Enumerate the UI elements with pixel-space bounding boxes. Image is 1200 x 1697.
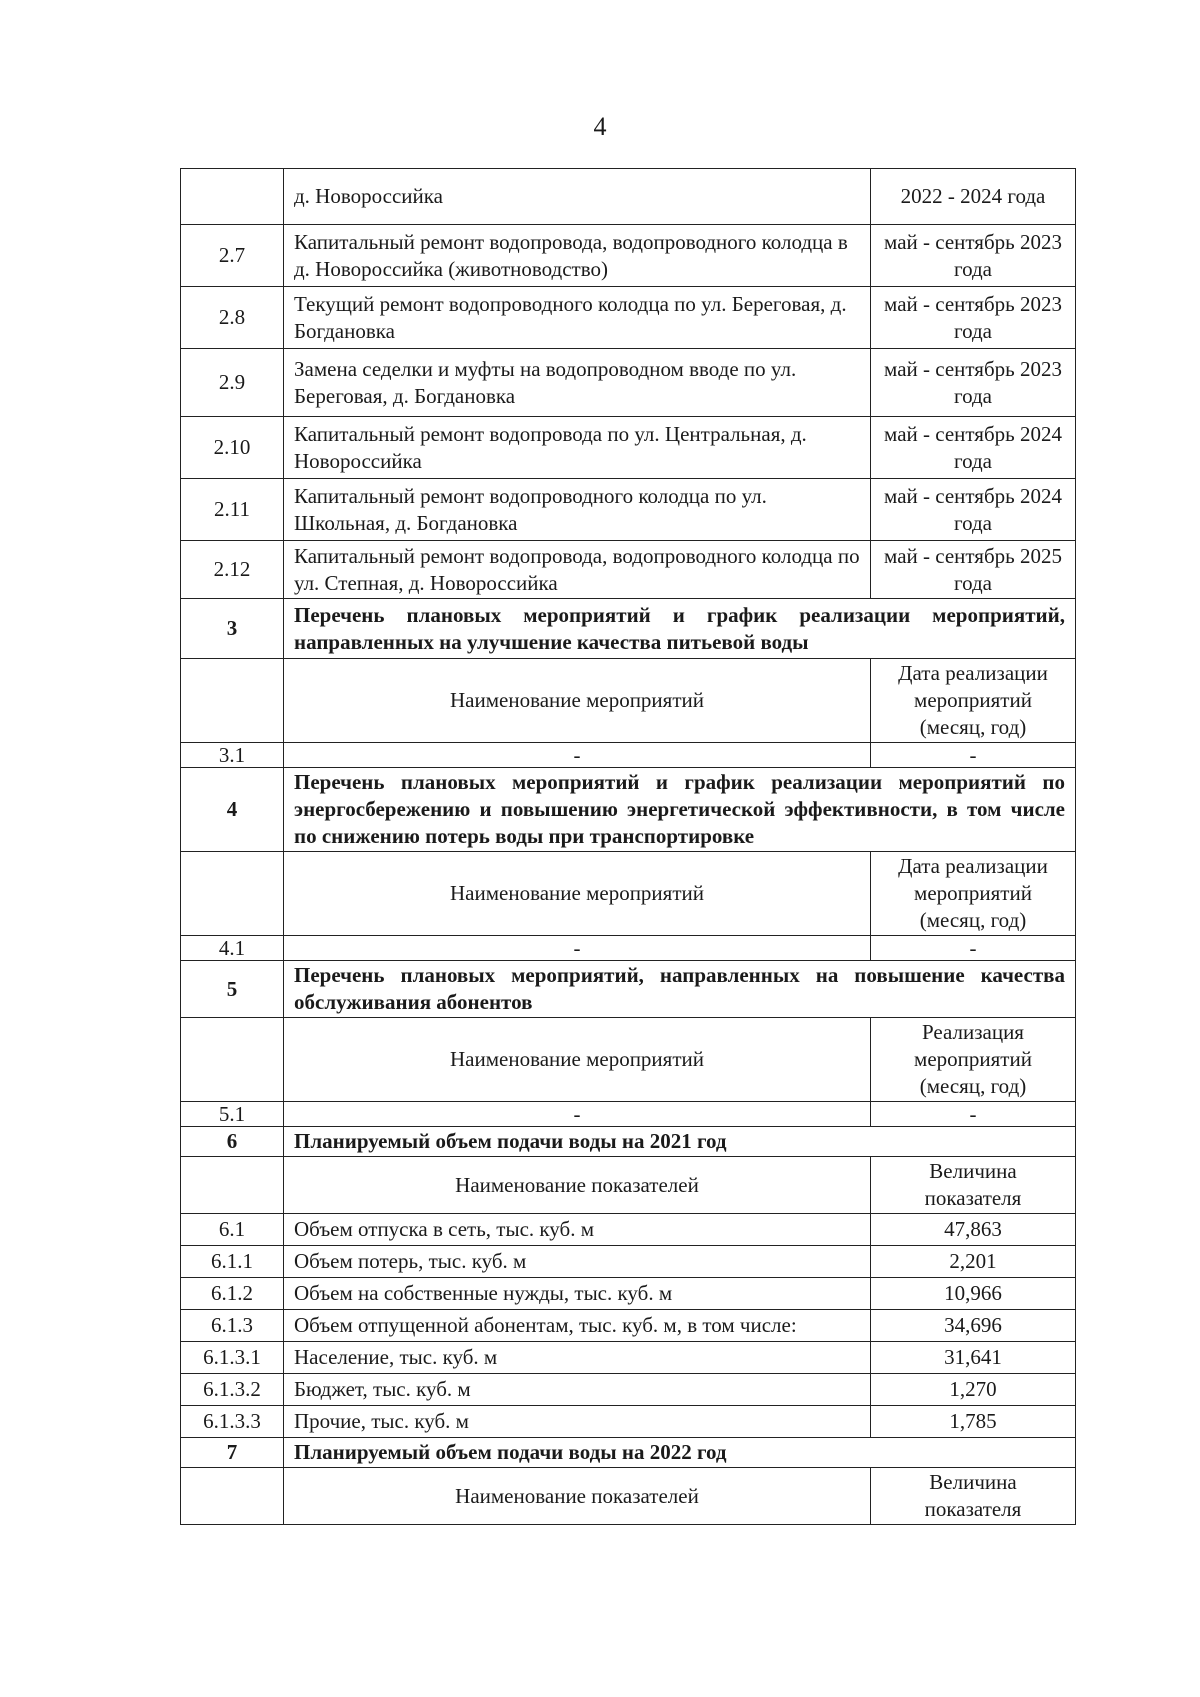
section-row [181, 768, 1076, 852]
table-row [181, 1342, 1076, 1374]
measure-name: Капитальный ремонт водопровода по ул. Центральная, д. Новороссийка [284, 417, 871, 479]
table-row [181, 1102, 1076, 1127]
row-number: 2.12 [181, 541, 284, 599]
indicator-name: Объем отпущенной абонентам, тыс. куб. м, в том числе: [284, 1310, 871, 1342]
section-row [181, 1438, 1076, 1468]
table-row [181, 1406, 1076, 1438]
row-number: 7 [181, 1438, 284, 1468]
column-header-name: Наименование мероприятий [284, 1018, 871, 1102]
row-number [181, 1157, 284, 1214]
table-row [181, 1468, 1076, 1525]
row-number: 6.1.3 [181, 1310, 284, 1342]
measure-name: - [284, 1102, 871, 1127]
section-title: Перечень плановых мероприятий и график реализации мероприятий по энергосбережению и повышению энергетической эффективности, в том числе по снижению потерь воды при транспортировке [284, 768, 1076, 852]
table-row [181, 479, 1076, 541]
table-row [181, 1310, 1076, 1342]
row-number [181, 1018, 284, 1102]
measure-date: май - сентябрь 2023 года [871, 225, 1076, 287]
section-title: Перечень плановых мероприятий и график реализации мероприятий, направленных на улучшение качества питьевой воды [284, 599, 1076, 659]
column-header-name: Наименование показателей [284, 1468, 871, 1525]
row-number: 6.1.2 [181, 1278, 284, 1310]
column-header-name: Наименование показателей [284, 1157, 871, 1214]
indicator-value: 2,201 [871, 1246, 1076, 1278]
measure-name: - [284, 936, 871, 961]
row-number: 4 [181, 768, 284, 852]
indicator-value: 10,966 [871, 1278, 1076, 1310]
indicator-value: 47,863 [871, 1214, 1076, 1246]
indicator-value: 1,270 [871, 1374, 1076, 1406]
section-row [181, 961, 1076, 1018]
table-row [181, 541, 1076, 599]
row-number [181, 659, 284, 743]
measure-name: Капитальный ремонт водопроводного колодца по ул. Школьная, д. Богдановка [284, 479, 871, 541]
row-number: 6.1.3.3 [181, 1406, 284, 1438]
table-row [181, 1246, 1076, 1278]
row-number: 6.1.3.2 [181, 1374, 284, 1406]
table-row [181, 417, 1076, 479]
row-number: 2.9 [181, 349, 284, 417]
row-number: 5.1 [181, 1102, 284, 1127]
row-number: 2.11 [181, 479, 284, 541]
column-header-date: Дата реализации мероприятий (месяц, год) [871, 659, 1076, 743]
measure-name: Замена седелки и муфты на водопроводном вводе по ул. Береговая, д. Богдановка [284, 349, 871, 417]
indicator-value: 34,696 [871, 1310, 1076, 1342]
table-row [181, 1278, 1076, 1310]
row-number: 6.1 [181, 1214, 284, 1246]
indicator-name: Прочие, тыс. куб. м [284, 1406, 871, 1438]
column-header-date: Величина показателя [871, 1157, 1076, 1214]
indicator-name: Объем отпуска в сеть, тыс. куб. м [284, 1214, 871, 1246]
table-row [181, 743, 1076, 768]
column-header-date: Дата реализации мероприятий (месяц, год) [871, 852, 1076, 936]
row-number [181, 169, 284, 225]
table-row [181, 1374, 1076, 1406]
measure-date: - [871, 1102, 1076, 1127]
row-number: 3.1 [181, 743, 284, 768]
measure-date: - [871, 743, 1076, 768]
row-number: 6 [181, 1127, 284, 1157]
measure-name: д. Новороссийка [284, 169, 871, 225]
indicator-value: 31,641 [871, 1342, 1076, 1374]
section-title: Планируемый объем подачи воды на 2022 год [284, 1438, 1076, 1468]
indicator-name: Объем на собственные нужды, тыс. куб. м [284, 1278, 871, 1310]
row-number: 2.8 [181, 287, 284, 349]
row-number: 6.1.1 [181, 1246, 284, 1278]
table-row [181, 169, 1076, 225]
row-number: 3 [181, 599, 284, 659]
row-number: 5 [181, 961, 284, 1018]
measure-date: май - сентябрь 2025 года [871, 541, 1076, 599]
measure-date: май - сентябрь 2024 года [871, 479, 1076, 541]
indicator-value: 1,785 [871, 1406, 1076, 1438]
column-header-date: Реализация мероприятий (месяц, год) [871, 1018, 1076, 1102]
measure-date: май - сентябрь 2023 года [871, 287, 1076, 349]
row-number: 6.1.3.1 [181, 1342, 284, 1374]
measure-date: - [871, 936, 1076, 961]
table-row [181, 1157, 1076, 1214]
section-row [181, 1127, 1076, 1157]
column-header-name: Наименование мероприятий [284, 659, 871, 743]
measure-date: май - сентябрь 2023 года [871, 349, 1076, 417]
measure-name: Текущий ремонт водопроводного колодца по ул. Береговая, д. Богдановка [284, 287, 871, 349]
measure-date: 2022 - 2024 года [871, 169, 1076, 225]
row-number [181, 852, 284, 936]
table-row [181, 1214, 1076, 1246]
row-number: 2.7 [181, 225, 284, 287]
table-row [181, 936, 1076, 961]
table-row [181, 659, 1076, 743]
row-number [181, 1468, 284, 1525]
table-row [181, 1018, 1076, 1102]
table-row [181, 287, 1076, 349]
row-number: 2.10 [181, 417, 284, 479]
measure-name: Капитальный ремонт водопровода, водопроводного колодца в д. Новороссийка (животноводство) [284, 225, 871, 287]
section-row [181, 599, 1076, 659]
indicator-name: Население, тыс. куб. м [284, 1342, 871, 1374]
measure-date: май - сентябрь 2024 года [871, 417, 1076, 479]
measure-name: Капитальный ремонт водопровода, водопроводного колодца по ул. Степная, д. Новороссийка [284, 541, 871, 599]
section-title: Перечень плановых мероприятий, направленных на повышение качества обслуживания абонентов [284, 961, 1076, 1018]
measure-name: - [284, 743, 871, 768]
page-number: 4 [593, 112, 607, 141]
table-row [181, 852, 1076, 936]
indicator-name: Бюджет, тыс. куб. м [284, 1374, 871, 1406]
indicator-name: Объем потерь, тыс. куб. м [284, 1246, 871, 1278]
table-row [181, 349, 1076, 417]
column-header-date: Величина показателя [871, 1468, 1076, 1525]
measures-table [180, 168, 1076, 1525]
table-row [181, 225, 1076, 287]
section-title: Планируемый объем подачи воды на 2021 год [284, 1127, 1076, 1157]
column-header-name: Наименование мероприятий [284, 852, 871, 936]
row-number: 4.1 [181, 936, 284, 961]
